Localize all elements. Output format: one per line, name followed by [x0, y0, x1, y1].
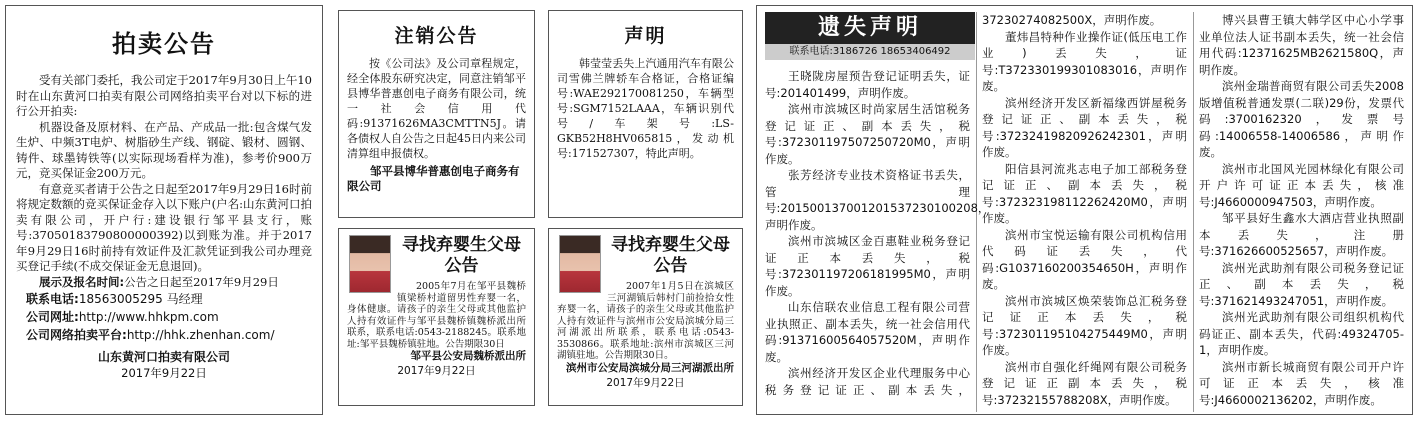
auction-paragraph: 机器设备及原材料、在产品、产成品一批:包含煤气发生炉、中频3T电炉、树脂砂生产线、钢碇、锻材、圆钢、铸件、球墨铸铁等(以实际现场看样为准)，参考价900万元，竞买保证金200万元。: [16, 119, 312, 180]
lost-item: 滨州市宝悦运输有限公司机构信用代码证丢失，代码:G1037160200354650H，声明作废。: [982, 227, 1187, 291]
exhibition-value: 公告之日起至2017年9月29日: [124, 274, 279, 289]
cancel-title: 注销公告: [394, 25, 479, 47]
declaration-notice: [548, 10, 743, 218]
lost-item: 董炜昌特种作业操作证(低压电工作业)丢失，证号:T372330199301083016，声明作废。: [982, 29, 1187, 93]
cancellation-notice: [338, 10, 535, 218]
auction-date: 2017年9月22日: [121, 366, 207, 380]
site-line: [26, 308, 312, 326]
seek2-date: 2017年9月22日: [606, 376, 685, 389]
lost-item: 王晓陇房屋预告登记证明丢失，证号:201401499，声明作废。: [765, 69, 970, 100]
lost-item: 邹平县好生鑫水大酒店营业执照副本丢失，注册号:371626600525657，声明作废。: [1199, 211, 1404, 258]
lost-item: 滨州市滨城区焕荣装饰总汇税务登记证正本丢失，税号:372301195104275449M0，声明作废。: [982, 293, 1187, 357]
lost-item: 张芳经济专业技术资格证书丢失，管理号:201500137001201537230100208，声明作废。: [765, 168, 990, 232]
auction-contacts: [16, 290, 312, 344]
seek1-signature: 邹平县公安局魏桥派出所: [410, 350, 526, 362]
seek2-body: [557, 281, 734, 362]
declare-paragraph: 韩莹莹丢失上汽通用汽车有限公司雪佛兰牌轿车合格证，合格证编号:WAE292170081250，车辆型号:SGM7152LAAA，车辆识别代号/车架号:LS-GKB52H8HV065815，发动机号:171527307，特此声明。: [557, 57, 734, 160]
lost-item: 滨州金瑞普商贸有限公司丢失2008版增值税普通发票(二联)29份，发票代码:3700162320，发票号码:14006558-14006586，声明作废。: [1199, 79, 1404, 159]
seek1-paragraph: 2005年7月在邹平县魏桥镇梁桥村道留男性弃婴一名，身体健康。请孩子的亲生父母或其他监护人持有效证件与邹平县魏桥镇魏桥派出所联系，联系电话:0543-2188245。联系地址:邹平县魏桥镇驻地。公告期限30日: [347, 281, 526, 350]
lost-header: [765, 12, 975, 64]
lost-item: 滨州市自强化纤绳网有限公司税务登记证正副本丢失，税号:37232155788208X，声明作废。: [982, 359, 1187, 407]
lost-item: 滨州经济开发区企业代理服务中心税务登记证正、副本丢失，372302740825​00X，声明作废。: [765, 13, 1162, 397]
cancel-signature: 邹平县博华普惠创电子商务有限公司: [347, 164, 520, 193]
exhibition-label: 展示及报名时间:: [39, 274, 125, 289]
auction-body: [16, 73, 312, 290]
site-value[interactable]: http://www.hhkpm.com: [78, 310, 219, 324]
lost-title: 遗失声明: [765, 12, 975, 44]
auction-company: 山东黄河口拍卖有限公司: [97, 350, 230, 364]
cancel-body: [347, 56, 526, 161]
seek1-title-line2: 公告: [444, 256, 479, 276]
seek2-title-line2: 公告: [653, 256, 688, 276]
lost-item: 滨州经济开发区新福缘西饼屋税务登记证正、副本丢失，税号:372324198209262423​01，声明作废。: [982, 95, 1187, 159]
lost-item: 滨州光武助剂有限公司组织机构代码证正、副本丢失，代码:49324705-1，声明作废。: [1199, 310, 1404, 357]
lost-item: 山东信联农业信息工程有限公司营业执照正、副本丢失，统一社会信用代码:913716005640575​20M，声明作废。: [765, 300, 970, 364]
lost-item: 滨州市滨城区时尚家居生活馆税务登记证正、副本丢失，税号:372301197507250720M0，声明作废。: [765, 102, 970, 166]
phone-label: 联系电话:: [26, 292, 79, 306]
lost-columns: [765, 12, 1404, 412]
lost-item: 滨州光武助剂有限公司税务登记证正、副本丢失，税号:371621493247051，声明作废。: [1199, 260, 1404, 308]
lost-item: 阳信县河流兆志电子加工部税务登记证正、副本丢失，税号:37232319811226242​0M0，声明作废。: [982, 161, 1187, 225]
auction-notice: [5, 5, 323, 415]
child-photo: [349, 235, 391, 293]
seek2-signature: 滨州市公安局滨城分局三河湖派出所: [566, 361, 734, 374]
phone-value: 18563005295 马经理: [78, 292, 203, 306]
auction-paragraph: 受有关部门委托，我公司定于2017年9月30日上午10时在山东黄河口拍卖有限公司网络拍卖平台对以下标的进行公开拍卖:: [16, 73, 312, 118]
seek2-title-line1: 寻找弃婴生父母: [611, 235, 730, 255]
seek-parents-notice-1: [338, 228, 535, 406]
lost-item: 滨州市滨城区金百惠鞋业税务登记证正本丢失，税号:372301197206181995M0，声明作废。: [765, 234, 970, 298]
declare-title: 声明: [624, 25, 667, 47]
platform-line: [26, 326, 312, 344]
seek2-paragraph: 2007年1月5日在滨城区三河湖镇后韩村门前捡拾女性弃婴一名，请孩子的亲生父母或其他监护人持有效证件与滨州市公安局滨城分局三河湖派出所联系，联系电话:0543-3530866。联系地址:滨州市滨城区三河湖镇驻地。公告期限30日。: [557, 281, 734, 361]
platform-label: 公司网络拍卖平台:: [26, 328, 127, 342]
cancel-paragraph: 按《公司法》及公司章程规定，经全体股东研究决定，同意注销邹平县博华普惠创电子商务有限公司，统一社会信用代码:91371626MA3CMTTN5J。请各债权人自公告之日起45日内来公司清算组申报债权。: [347, 57, 526, 160]
lost-item: 博兴县曹王镇大韩学区中心小学事业单位法人证书副本丢失，统一社会信用代码:12371625MB2621580Q，声明作废。: [1199, 13, 1404, 77]
lost-phone: 联系电话:3186726 18653406492: [765, 44, 975, 60]
seek-parents-notice-2: [548, 228, 743, 406]
auction-exhibition: [16, 275, 312, 291]
lost-item: 滨州市新长城商贸有限公司开户许可证正本丢失，核准号:J4660002136202，声明作废。: [1199, 359, 1404, 407]
declare-body: [557, 56, 734, 161]
auction-paragraph: 有意竞买者请于公告之日起至2017年9月29日16时前将规定数额的竞买保证金存入以下账户(户名:山东黄河口拍卖有限公司，开户行:建设银行邹平县支行，账号:37050183790800000392)以到账为准。并于2017年9月29日16时前持有效证件及汇款凭证到我公司办理竞买登记手续(不成交保证金无息退回)。: [16, 181, 312, 273]
lost-item: 滨州市北国风光园林绿化有限公司开户许可证正本丢失，核准号:J4660000947503，声明作废。: [1199, 161, 1404, 209]
child-photo: [559, 235, 601, 293]
platform-value[interactable]: http://hhk.zhenhan.com/: [126, 328, 275, 342]
lost-declarations: [756, 5, 1413, 415]
seek1-date: 2017年9月22日: [397, 365, 476, 377]
site-label: 公司网址:: [26, 310, 79, 324]
auction-title: 拍卖公告: [112, 30, 216, 58]
seek1-title-line1: 寻找弃婴生父母: [402, 235, 521, 255]
phone-line: [26, 290, 312, 308]
